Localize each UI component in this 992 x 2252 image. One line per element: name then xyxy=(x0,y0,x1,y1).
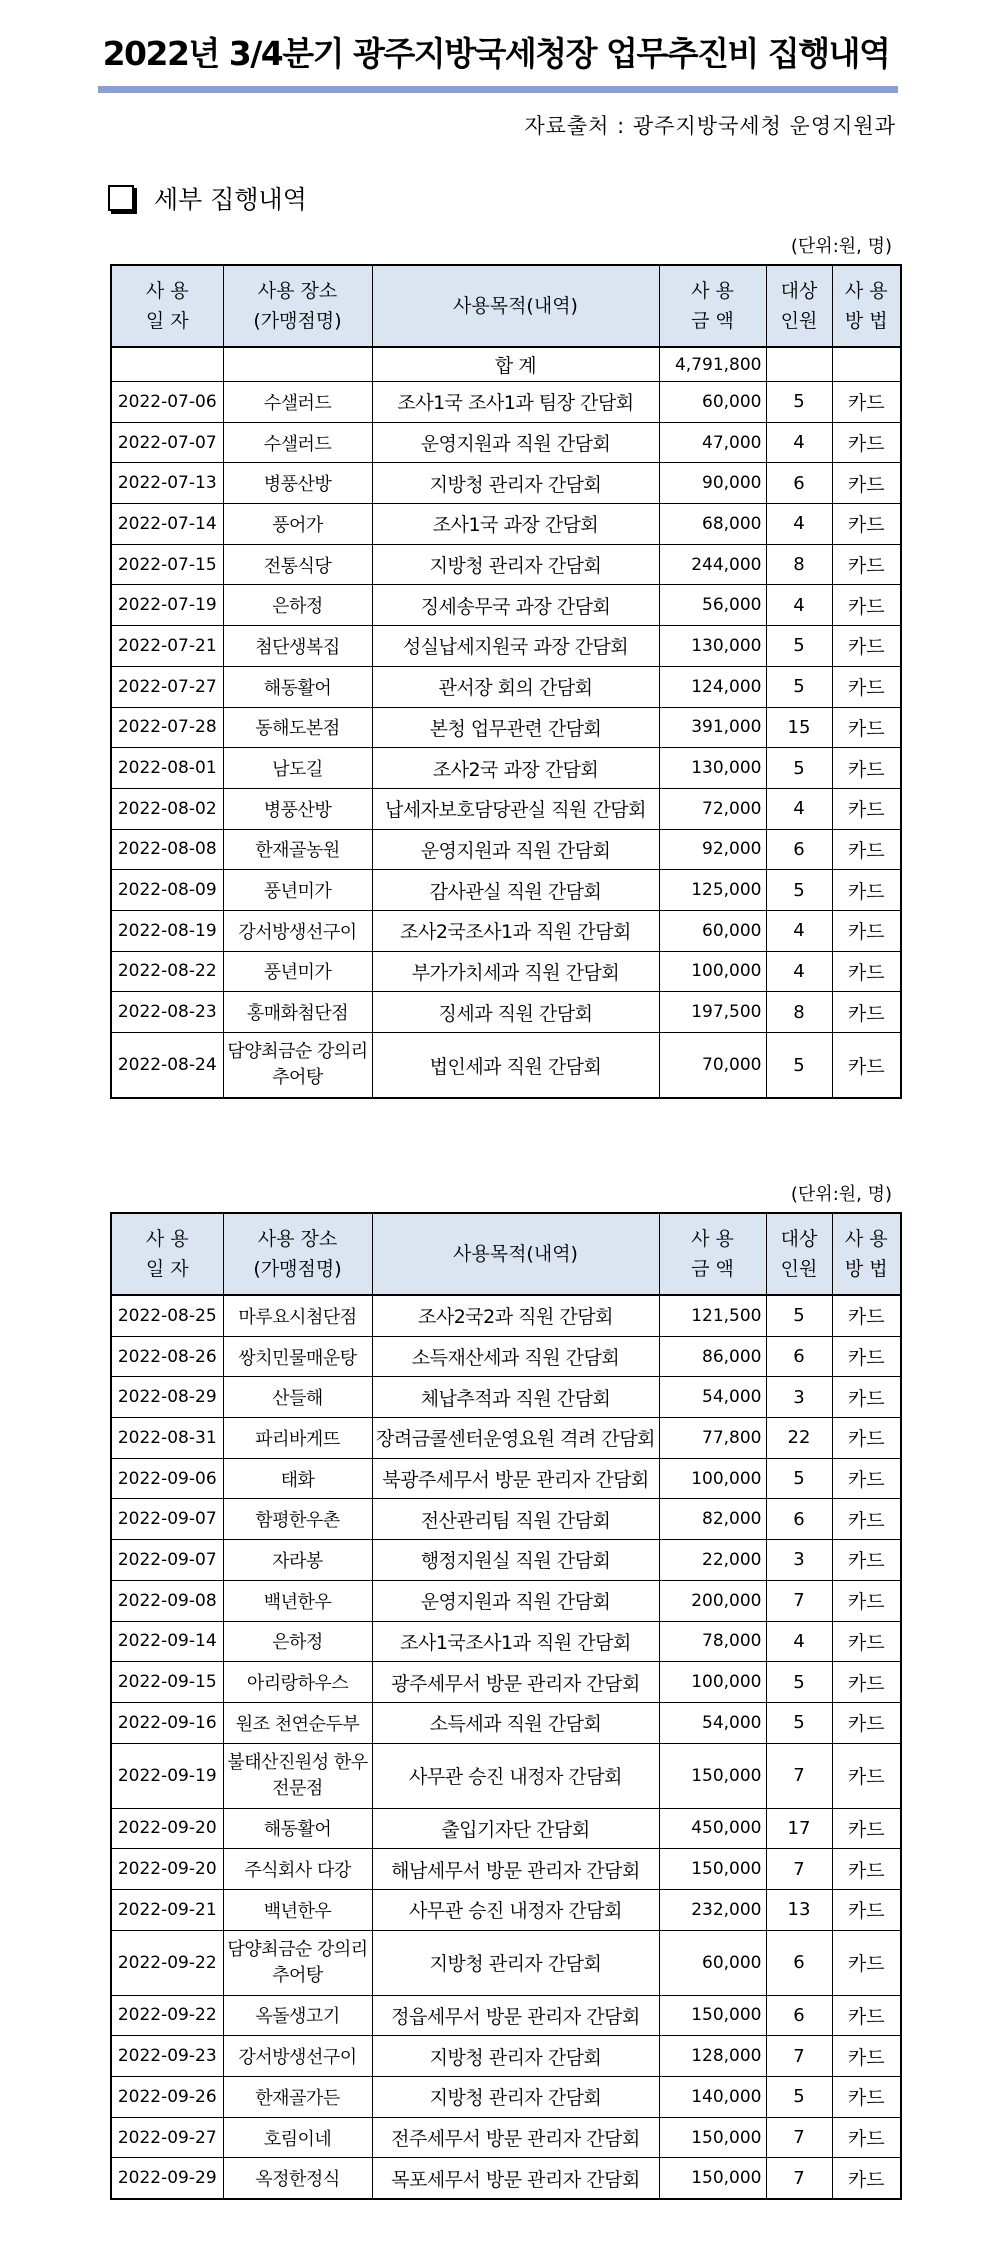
header-count: 대상 인원 xyxy=(766,1213,832,1295)
table-row xyxy=(111,1621,901,1662)
table-row xyxy=(111,1499,901,1540)
cell-amount: 100,000 xyxy=(659,1662,766,1703)
expense-table-2 xyxy=(110,1212,902,2200)
cell-date: 2022-08-29 xyxy=(111,1377,223,1418)
table-row xyxy=(111,1849,901,1890)
cell-count: 5 xyxy=(766,1458,832,1499)
cell-place: 자라봉 xyxy=(223,1540,372,1581)
header-amount: 사 용 금 액 xyxy=(659,265,766,347)
cell-place: 백년한우 xyxy=(223,1889,372,1930)
cell-method: 카드 xyxy=(832,626,901,667)
cell-date: 2022-07-19 xyxy=(111,585,223,626)
cell-count: 4 xyxy=(766,585,832,626)
cell-amount: 68,000 xyxy=(659,504,766,545)
checkbox-icon xyxy=(108,185,134,211)
table-row xyxy=(111,2117,901,2158)
header-date: 사 용 일 자 xyxy=(111,1213,223,1295)
cell-place: 옥돌생고기 xyxy=(223,1995,372,2036)
cell-date: 2022-08-09 xyxy=(111,870,223,911)
cell-place: 아리랑하우스 xyxy=(223,1662,372,1703)
cell-method: 카드 xyxy=(832,504,901,545)
cell-amount: 54,000 xyxy=(659,1702,766,1743)
cell-purpose: 소득재산세과 직원 간담회 xyxy=(372,1336,659,1377)
header-method: 사 용 방 법 xyxy=(832,265,901,347)
cell-amount: 121,500 xyxy=(659,1295,766,1336)
cell-method: 카드 xyxy=(832,1930,901,1995)
cell-purpose: 장려금콜센터운영요원 격려 간담회 xyxy=(372,1418,659,1459)
cell-place: 한재골농원 xyxy=(223,829,372,870)
cell-date: 2022-09-14 xyxy=(111,1621,223,1662)
cell-purpose: 전주세무서 방문 관리자 간담회 xyxy=(372,2117,659,2158)
section-title: 세부 집행내역 xyxy=(154,185,307,214)
cell-method: 카드 xyxy=(832,1540,901,1581)
cell-amount: 82,000 xyxy=(659,1499,766,1540)
table-row xyxy=(111,1889,901,1930)
cell-method: 카드 xyxy=(832,1889,901,1930)
cell-purpose: 운영지원과 직원 간담회 xyxy=(372,1580,659,1621)
table-row xyxy=(111,626,901,667)
cell-amount: 125,000 xyxy=(659,870,766,911)
cell-amount: 77,800 xyxy=(659,1418,766,1459)
cell-amount: 60,000 xyxy=(659,910,766,951)
cell-date: 2022-08-26 xyxy=(111,1336,223,1377)
cell-count: 13 xyxy=(766,1889,832,1930)
cell-amount: 70,000 xyxy=(659,1033,766,1099)
total-label: 합 계 xyxy=(372,347,659,382)
cell-purpose: 조사2국2과 직원 간담회 xyxy=(372,1295,659,1336)
cell-date: 2022-07-14 xyxy=(111,504,223,545)
table-row xyxy=(111,585,901,626)
header-place: 사용 장소 (가맹점명) xyxy=(223,265,372,347)
table-row xyxy=(111,1295,901,1336)
cell-method: 카드 xyxy=(832,2036,901,2077)
cell-count: 4 xyxy=(766,951,832,992)
cell-amount: 54,000 xyxy=(659,1377,766,1418)
cell-count: 7 xyxy=(766,2158,832,2199)
cell-amount: 150,000 xyxy=(659,1995,766,2036)
cell-purpose: 사무관 승진 내정자 간담회 xyxy=(372,1743,659,1808)
total-row xyxy=(111,347,901,382)
cell-place: 불태산진원성 한우전문점 xyxy=(223,1743,372,1808)
cell-place: 동해도본점 xyxy=(223,707,372,748)
table-row xyxy=(111,382,901,423)
header-count: 대상 인원 xyxy=(766,265,832,347)
cell-purpose: 조사2국조사1과 직원 간담회 xyxy=(372,910,659,951)
cell-count: 4 xyxy=(766,504,832,545)
header-date: 사 용 일 자 xyxy=(111,265,223,347)
cell-purpose: 사무관 승진 내정자 간담회 xyxy=(372,1889,659,1930)
cell-purpose: 정읍세무서 방문 관리자 간담회 xyxy=(372,1995,659,2036)
cell-date: 2022-09-15 xyxy=(111,1662,223,1703)
cell-date: 2022-08-08 xyxy=(111,829,223,870)
cell-place: 호림이네 xyxy=(223,2117,372,2158)
cell-date: 2022-09-08 xyxy=(111,1580,223,1621)
table-row xyxy=(111,422,901,463)
table-row xyxy=(111,1662,901,1703)
cell-amount: 100,000 xyxy=(659,951,766,992)
cell-date: 2022-07-13 xyxy=(111,463,223,504)
cell-place: 함평한우촌 xyxy=(223,1499,372,1540)
cell-amount: 130,000 xyxy=(659,626,766,667)
cell-amount: 150,000 xyxy=(659,2158,766,2199)
cell-count: 4 xyxy=(766,788,832,829)
cell-count: 3 xyxy=(766,1540,832,1581)
cell-date: 2022-08-23 xyxy=(111,992,223,1033)
cell-count: 17 xyxy=(766,1808,832,1849)
cell-place: 전통식당 xyxy=(223,544,372,585)
cell-date: 2022-08-01 xyxy=(111,748,223,789)
cell-method: 카드 xyxy=(832,1743,901,1808)
cell-date: 2022-07-21 xyxy=(111,626,223,667)
cell-method: 카드 xyxy=(832,1499,901,1540)
cell-place: 담양최금순 강의리추어탕 xyxy=(223,1033,372,1099)
cell-purpose: 소득세과 직원 간담회 xyxy=(372,1702,659,1743)
table-row xyxy=(111,910,901,951)
cell-purpose: 징세송무국 과장 간담회 xyxy=(372,585,659,626)
cell-amount: 150,000 xyxy=(659,2117,766,2158)
cell-method: 카드 xyxy=(832,1418,901,1459)
cell-count: 4 xyxy=(766,910,832,951)
table-row xyxy=(111,504,901,545)
table-row xyxy=(111,1702,901,1743)
cell-method: 카드 xyxy=(832,666,901,707)
cell-count: 8 xyxy=(766,544,832,585)
header-purpose: 사용목적(내역) xyxy=(372,1213,659,1295)
table-row xyxy=(111,544,901,585)
cell-purpose: 조사2국 과장 간담회 xyxy=(372,748,659,789)
cell-count: 4 xyxy=(766,1621,832,1662)
table-row xyxy=(111,748,901,789)
cell-method: 카드 xyxy=(832,870,901,911)
cell-count: 5 xyxy=(766,1662,832,1703)
table-row xyxy=(111,2077,901,2118)
cell-purpose: 법인세과 직원 간담회 xyxy=(372,1033,659,1099)
cell-date: 2022-08-31 xyxy=(111,1418,223,1459)
cell-amount: 22,000 xyxy=(659,1540,766,1581)
cell-place: 병풍산방 xyxy=(223,463,372,504)
cell-date: 2022-08-19 xyxy=(111,910,223,951)
total-amount: 4,791,800 xyxy=(659,347,766,382)
cell-place: 첨단생복집 xyxy=(223,626,372,667)
table-row xyxy=(111,1033,901,1099)
cell-count: 6 xyxy=(766,829,832,870)
cell-purpose: 납세자보호담당관실 직원 간담회 xyxy=(372,788,659,829)
cell-place: 강서방생선구이 xyxy=(223,910,372,951)
header-place: 사용 장소 (가맹점명) xyxy=(223,1213,372,1295)
cell-purpose: 감사관실 직원 간담회 xyxy=(372,870,659,911)
cell-purpose: 조사1국 과장 간담회 xyxy=(372,504,659,545)
cell-count: 6 xyxy=(766,463,832,504)
cell-method: 카드 xyxy=(832,1580,901,1621)
cell-amount: 60,000 xyxy=(659,1930,766,1995)
cell-purpose: 운영지원과 직원 간담회 xyxy=(372,422,659,463)
cell-amount: 450,000 xyxy=(659,1808,766,1849)
cell-amount: 200,000 xyxy=(659,1580,766,1621)
cell-purpose: 해남세무서 방문 관리자 간담회 xyxy=(372,1849,659,1890)
cell-method: 카드 xyxy=(832,585,901,626)
cell-method: 카드 xyxy=(832,1995,901,2036)
cell-purpose: 전산관리팀 직원 간담회 xyxy=(372,1499,659,1540)
table-row xyxy=(111,788,901,829)
cell-purpose: 관서장 회의 간담회 xyxy=(372,666,659,707)
cell-place: 파리바게뜨 xyxy=(223,1418,372,1459)
table-row xyxy=(111,707,901,748)
cell-amount: 56,000 xyxy=(659,585,766,626)
cell-purpose: 지방청 관리자 간담회 xyxy=(372,463,659,504)
cell-purpose: 북광주세무서 방문 관리자 간담회 xyxy=(372,1458,659,1499)
cell-method: 카드 xyxy=(832,1808,901,1849)
cell-purpose: 조사1국조사1과 직원 간담회 xyxy=(372,1621,659,1662)
unit-label-1: (단위:원, 명) xyxy=(790,236,892,257)
cell-method: 카드 xyxy=(832,2117,901,2158)
cell-date: 2022-09-07 xyxy=(111,1540,223,1581)
table-header-row xyxy=(111,265,901,347)
cell-count: 22 xyxy=(766,1418,832,1459)
cell-place: 남도길 xyxy=(223,748,372,789)
cell-purpose: 행정지원실 직원 간담회 xyxy=(372,1540,659,1581)
cell-count: 5 xyxy=(766,1702,832,1743)
table-row xyxy=(111,666,901,707)
cell-method: 카드 xyxy=(832,1621,901,1662)
cell-method: 카드 xyxy=(832,748,901,789)
cell-place: 수샐러드 xyxy=(223,382,372,423)
cell-place: 은하정 xyxy=(223,585,372,626)
table-row xyxy=(111,829,901,870)
cell-method: 카드 xyxy=(832,382,901,423)
cell-purpose: 광주세무서 방문 관리자 간담회 xyxy=(372,1662,659,1703)
cell-date: 2022-07-27 xyxy=(111,666,223,707)
cell-method: 카드 xyxy=(832,422,901,463)
cell-count: 7 xyxy=(766,2036,832,2077)
table-row xyxy=(111,463,901,504)
table-row xyxy=(111,1995,901,2036)
cell-method: 카드 xyxy=(832,910,901,951)
cell-purpose: 지방청 관리자 간담회 xyxy=(372,1930,659,1995)
cell-purpose: 목포세무서 방문 관리자 간담회 xyxy=(372,2158,659,2199)
cell-purpose: 조사1국 조사1과 팀장 간담회 xyxy=(372,382,659,423)
section-heading xyxy=(108,180,307,216)
cell-purpose: 지방청 관리자 간담회 xyxy=(372,2077,659,2118)
cell-amount: 150,000 xyxy=(659,1743,766,1808)
cell-purpose: 운영지원과 직원 간담회 xyxy=(372,829,659,870)
cell-place: 은하정 xyxy=(223,1621,372,1662)
cell-place: 산들해 xyxy=(223,1377,372,1418)
cell-amount: 100,000 xyxy=(659,1458,766,1499)
cell-amount: 140,000 xyxy=(659,2077,766,2118)
cell-amount: 60,000 xyxy=(659,382,766,423)
cell-amount: 128,000 xyxy=(659,2036,766,2077)
cell-place: 태화 xyxy=(223,1458,372,1499)
cell-method: 카드 xyxy=(832,2077,901,2118)
cell-purpose: 지방청 관리자 간담회 xyxy=(372,544,659,585)
cell-date: 2022-07-15 xyxy=(111,544,223,585)
cell-date: 2022-09-26 xyxy=(111,2077,223,2118)
cell-date: 2022-09-22 xyxy=(111,1995,223,2036)
cell-date: 2022-07-06 xyxy=(111,382,223,423)
cell-place: 원조 천연순두부 xyxy=(223,1702,372,1743)
cell-method: 카드 xyxy=(832,463,901,504)
cell-method: 카드 xyxy=(832,1458,901,1499)
cell-count: 5 xyxy=(766,748,832,789)
cell-method: 카드 xyxy=(832,1702,901,1743)
cell-date: 2022-09-29 xyxy=(111,2158,223,2199)
cell-count: 7 xyxy=(766,1743,832,1808)
expense-table-1 xyxy=(110,264,902,1099)
cell-count: 5 xyxy=(766,666,832,707)
cell-date: 2022-09-23 xyxy=(111,2036,223,2077)
cell-place: 풍년미가 xyxy=(223,951,372,992)
cell-date: 2022-09-20 xyxy=(111,1808,223,1849)
cell-date: 2022-07-28 xyxy=(111,707,223,748)
cell-count: 15 xyxy=(766,707,832,748)
cell-date: 2022-09-27 xyxy=(111,2117,223,2158)
cell-date: 2022-08-25 xyxy=(111,1295,223,1336)
table-row xyxy=(111,1336,901,1377)
cell-amount: 244,000 xyxy=(659,544,766,585)
cell-date: 2022-09-19 xyxy=(111,1743,223,1808)
table-row xyxy=(111,1418,901,1459)
cell-amount: 232,000 xyxy=(659,1889,766,1930)
table-header-row xyxy=(111,1213,901,1295)
cell-method: 카드 xyxy=(832,2158,901,2199)
table-row xyxy=(111,992,901,1033)
cell-count: 5 xyxy=(766,1033,832,1099)
cell-date: 2022-09-22 xyxy=(111,1930,223,1995)
cell-method: 카드 xyxy=(832,1662,901,1703)
header-amount: 사 용 금 액 xyxy=(659,1213,766,1295)
cell-count: 8 xyxy=(766,992,832,1033)
cell-date: 2022-08-22 xyxy=(111,951,223,992)
cell-count: 3 xyxy=(766,1377,832,1418)
cell-date: 2022-09-21 xyxy=(111,1889,223,1930)
cell-count: 7 xyxy=(766,2117,832,2158)
cell-amount: 197,500 xyxy=(659,992,766,1033)
cell-amount: 72,000 xyxy=(659,788,766,829)
cell-count: 4 xyxy=(766,422,832,463)
cell-place: 풍년미가 xyxy=(223,870,372,911)
cell-purpose: 부가가치세과 직원 간담회 xyxy=(372,951,659,992)
table-row xyxy=(111,2158,901,2199)
table-row xyxy=(111,1540,901,1581)
table-row xyxy=(111,1930,901,1995)
cell-count: 6 xyxy=(766,1995,832,2036)
table-row xyxy=(111,1743,901,1808)
cell-place: 백년한우 xyxy=(223,1580,372,1621)
cell-amount: 391,000 xyxy=(659,707,766,748)
cell-count: 6 xyxy=(766,1930,832,1995)
cell-purpose: 성실납세지원국 과장 간담회 xyxy=(372,626,659,667)
header-purpose: 사용목적(내역) xyxy=(372,265,659,347)
cell-amount: 90,000 xyxy=(659,463,766,504)
cell-place: 해동활어 xyxy=(223,666,372,707)
cell-date: 2022-08-24 xyxy=(111,1033,223,1099)
cell-place: 주식회사 다강 xyxy=(223,1849,372,1890)
cell-method: 카드 xyxy=(832,788,901,829)
cell-count: 7 xyxy=(766,1580,832,1621)
cell-amount: 150,000 xyxy=(659,1849,766,1890)
cell-place: 해동활어 xyxy=(223,1808,372,1849)
cell-count: 6 xyxy=(766,1499,832,1540)
cell-method: 카드 xyxy=(832,1033,901,1099)
table-row xyxy=(111,951,901,992)
cell-place: 병풍산방 xyxy=(223,788,372,829)
table-row xyxy=(111,1458,901,1499)
cell-method: 카드 xyxy=(832,992,901,1033)
cell-method: 카드 xyxy=(832,544,901,585)
cell-purpose: 본청 업무관련 간담회 xyxy=(372,707,659,748)
cell-amount: 92,000 xyxy=(659,829,766,870)
cell-place: 담양최금순 강의리추어탕 xyxy=(223,1930,372,1995)
cell-method: 카드 xyxy=(832,707,901,748)
cell-date: 2022-08-02 xyxy=(111,788,223,829)
cell-place: 풍어가 xyxy=(223,504,372,545)
source-note: 자료출처 : 광주지방국세청 운영지원과 xyxy=(524,114,896,138)
cell-method: 카드 xyxy=(832,1849,901,1890)
cell-count: 6 xyxy=(766,1336,832,1377)
page-title: 2022년 3/4분기 광주지방국세청장 업무추진비 집행내역 xyxy=(102,34,890,73)
cell-place: 강서방생선구이 xyxy=(223,2036,372,2077)
cell-date: 2022-09-20 xyxy=(111,1849,223,1890)
cell-date: 2022-09-07 xyxy=(111,1499,223,1540)
cell-amount: 124,000 xyxy=(659,666,766,707)
cell-count: 5 xyxy=(766,2077,832,2118)
cell-purpose: 출입기자단 간담회 xyxy=(372,1808,659,1849)
cell-count: 5 xyxy=(766,626,832,667)
cell-purpose: 체납추적과 직원 간담회 xyxy=(372,1377,659,1418)
cell-amount: 47,000 xyxy=(659,422,766,463)
cell-count: 5 xyxy=(766,382,832,423)
table-row xyxy=(111,1377,901,1418)
cell-count: 5 xyxy=(766,1295,832,1336)
cell-purpose: 징세과 직원 간담회 xyxy=(372,992,659,1033)
cell-place: 쌍치민물매운탕 xyxy=(223,1336,372,1377)
title-underline xyxy=(98,86,898,93)
cell-amount: 78,000 xyxy=(659,1621,766,1662)
cell-method: 카드 xyxy=(832,829,901,870)
cell-purpose: 지방청 관리자 간담회 xyxy=(372,2036,659,2077)
cell-count: 7 xyxy=(766,1849,832,1890)
unit-label-2: (단위:원, 명) xyxy=(790,1184,892,1205)
cell-amount: 130,000 xyxy=(659,748,766,789)
header-method: 사 용 방 법 xyxy=(832,1213,901,1295)
table-row xyxy=(111,1580,901,1621)
cell-place: 옥정한정식 xyxy=(223,2158,372,2199)
cell-place: 홍매화첨단점 xyxy=(223,992,372,1033)
cell-method: 카드 xyxy=(832,1336,901,1377)
table-row xyxy=(111,2036,901,2077)
cell-date: 2022-09-16 xyxy=(111,1702,223,1743)
cell-place: 한재골가든 xyxy=(223,2077,372,2118)
cell-date: 2022-07-07 xyxy=(111,422,223,463)
cell-date: 2022-09-06 xyxy=(111,1458,223,1499)
table-row xyxy=(111,870,901,911)
cell-method: 카드 xyxy=(832,1377,901,1418)
table-row xyxy=(111,1808,901,1849)
cell-method: 카드 xyxy=(832,1295,901,1336)
cell-amount: 86,000 xyxy=(659,1336,766,1377)
cell-count: 5 xyxy=(766,870,832,911)
cell-place: 수샐러드 xyxy=(223,422,372,463)
cell-method: 카드 xyxy=(832,951,901,992)
cell-place: 마루요시첨단점 xyxy=(223,1295,372,1336)
